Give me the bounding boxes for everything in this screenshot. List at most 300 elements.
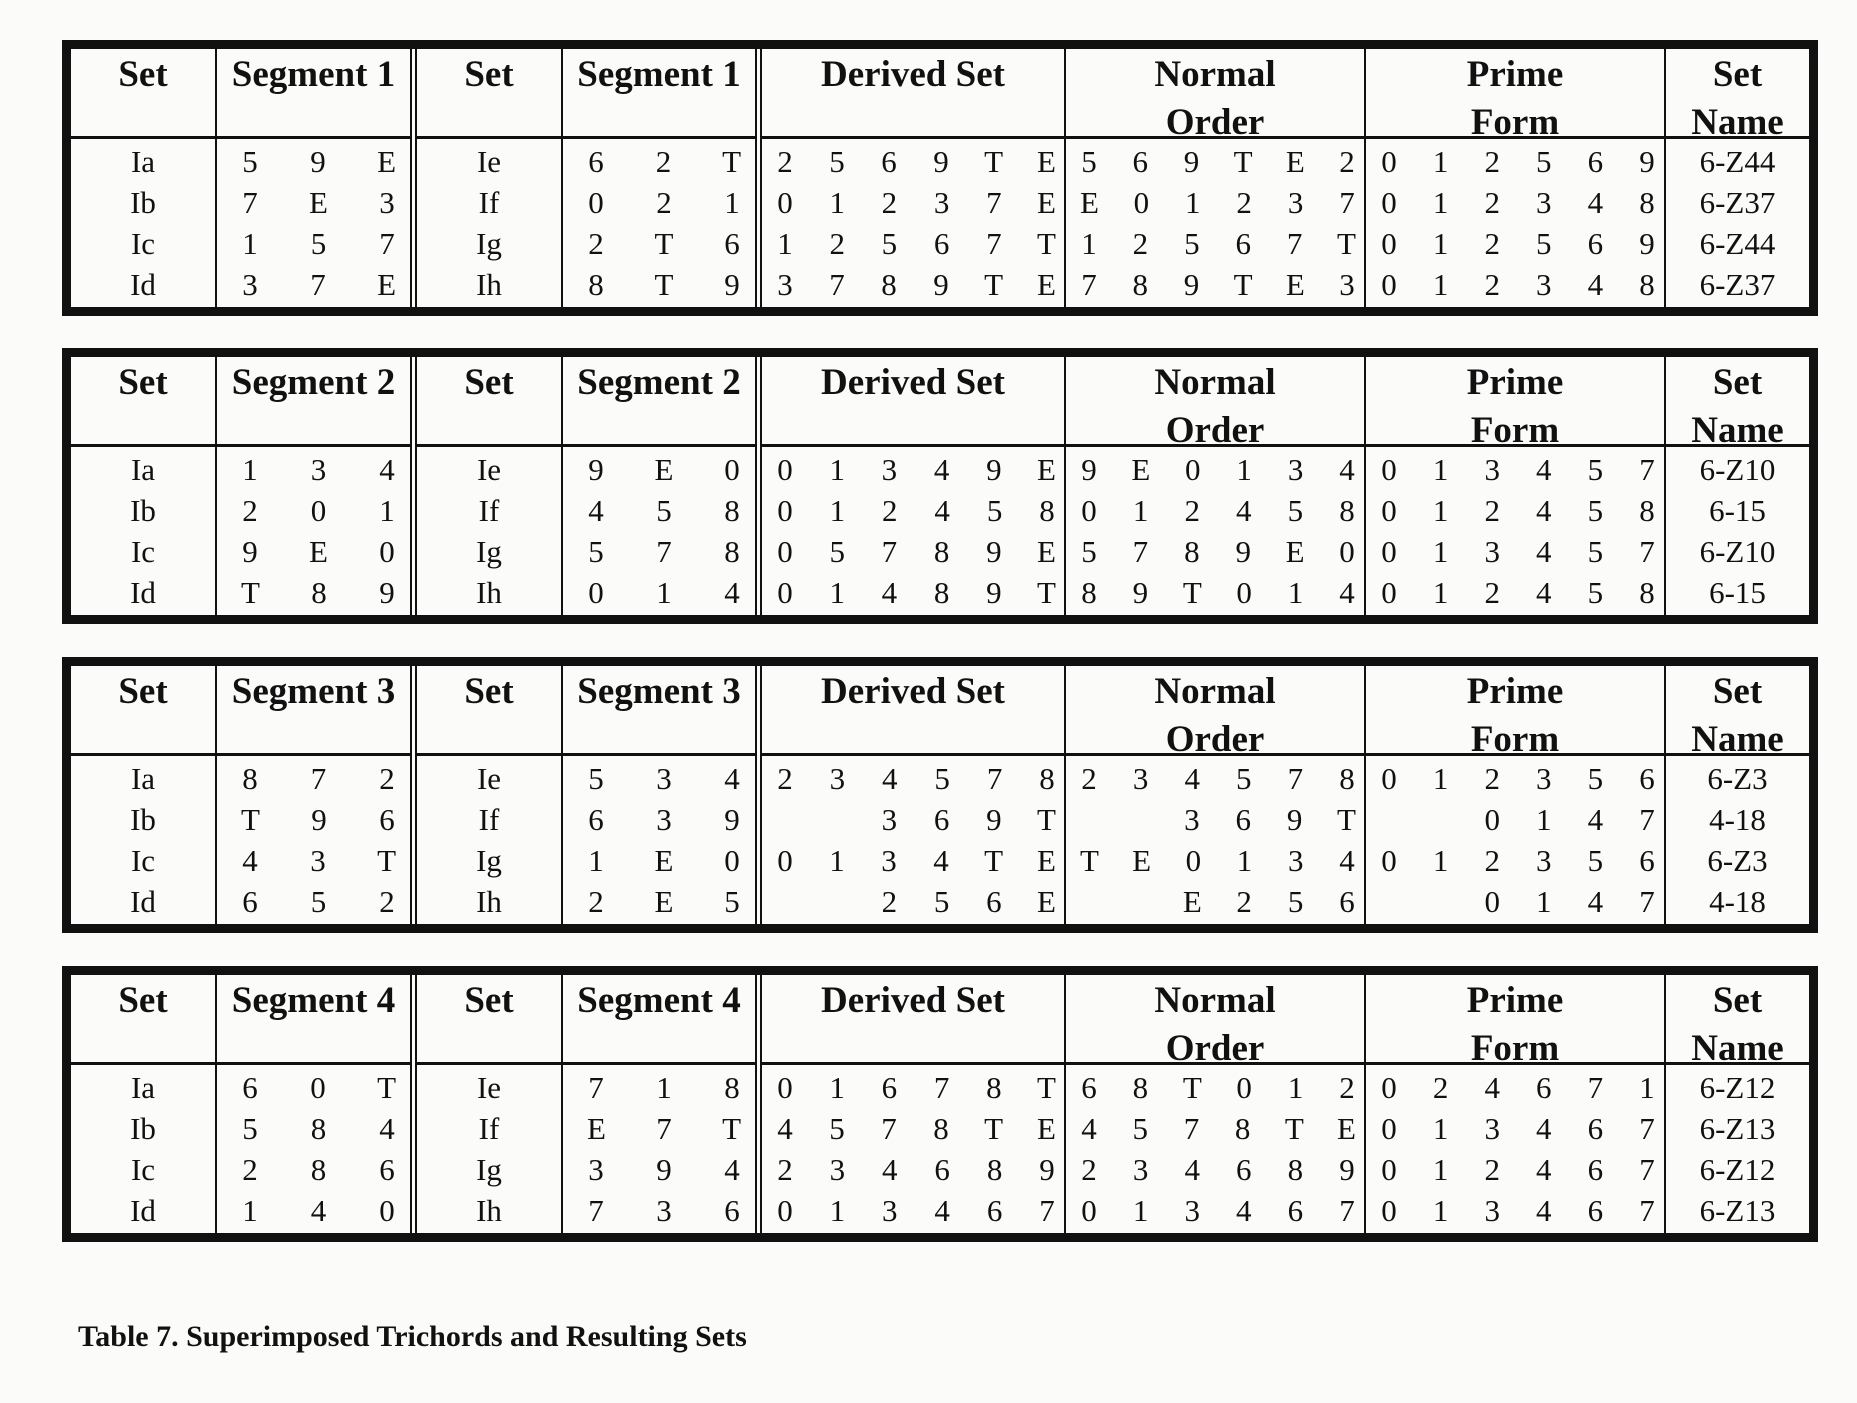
pitch-class: 8 [1234, 1110, 1251, 1146]
table-cell [217, 141, 410, 182]
set-label: Ie [476, 760, 502, 796]
pitch-class-list [762, 575, 1064, 611]
column-header [762, 49, 1064, 139]
set-label: Ig [476, 842, 502, 878]
pitch-class: 7 [881, 533, 898, 569]
pitch-class: 4 [933, 842, 949, 878]
pitch-class: T [1037, 1069, 1056, 1105]
set-label: Ig [476, 533, 502, 569]
column-header [1666, 357, 1809, 447]
pitch-class: T [241, 801, 260, 837]
table-cell [71, 758, 215, 799]
set-label: Ic [130, 842, 156, 878]
table-cell [1066, 1190, 1364, 1231]
table-cell [563, 264, 755, 305]
pitch-class: 4 [242, 842, 258, 878]
set-label: Ib [130, 801, 156, 837]
pitch-class: E [1131, 451, 1151, 487]
set-label: If [478, 492, 500, 528]
pitch-class-list [563, 267, 755, 303]
header-line: Order [1165, 102, 1265, 139]
pitch-class: 2 [1236, 883, 1252, 919]
table-cell [217, 1108, 410, 1149]
pitch-class-list [563, 1070, 755, 1106]
pitch-class: 4 [1536, 451, 1552, 487]
table-cell [417, 799, 561, 840]
pitch-class: 6 [588, 801, 604, 837]
pitch-class: 9 [1183, 143, 1200, 179]
table-cell [217, 223, 410, 264]
table-cell [1066, 758, 1364, 799]
column-name [1666, 666, 1809, 924]
set-label: Ih [476, 883, 502, 919]
pitch-class: 8 [1081, 574, 1097, 610]
table-cell [1666, 1149, 1809, 1190]
pitch-class-list [762, 802, 1064, 838]
pitch-class: 3 [1536, 184, 1552, 220]
table-cell [563, 1149, 755, 1190]
pitch-class: 0 [588, 184, 604, 220]
pitch-class: 2 [1484, 1151, 1500, 1187]
pitch-class: 7 [1339, 184, 1355, 220]
table-cell [217, 1190, 410, 1231]
set-table [62, 348, 1818, 624]
column-header [1666, 49, 1809, 139]
pitch-class: 2 [1081, 1151, 1097, 1187]
pitch-class: 4 [379, 1110, 395, 1146]
pitch-class: 6 [1236, 1151, 1252, 1187]
set-name: 6-15 [1709, 574, 1766, 610]
table-cell [217, 758, 410, 799]
pitch-class: E [587, 1110, 606, 1146]
pitch-class-list [563, 884, 755, 920]
pitch-class: T [377, 1069, 396, 1105]
header-line: Segment 1 [577, 54, 741, 95]
column-seg1 [217, 357, 417, 615]
pitch-class-list [762, 1193, 1064, 1229]
pitch-class: 0 [379, 533, 395, 569]
pitch-class-list [217, 761, 410, 797]
pitch-class-list [1366, 884, 1664, 920]
table-cell [1366, 840, 1664, 881]
pitch-class: 3 [656, 801, 672, 837]
column-header [217, 357, 410, 447]
pitch-class: 3 [1287, 184, 1304, 220]
pitch-class: E [1285, 266, 1305, 302]
pitch-class: 7 [1286, 225, 1303, 261]
pitch-class: 6 [724, 1192, 740, 1228]
pitch-class: 1 [1432, 760, 1449, 796]
pitch-class-list [1066, 144, 1364, 180]
pitch-class: T [1037, 574, 1056, 610]
header-line: Name [1691, 410, 1784, 447]
column-header [217, 666, 410, 756]
pitch-class: T [984, 143, 1003, 179]
pitch-class: 4 [588, 492, 604, 528]
pitch-class: 6 [1587, 1192, 1604, 1228]
pitch-class-list [1066, 1111, 1364, 1147]
pitch-class: 1 [1081, 225, 1097, 261]
header-line: Set [118, 362, 168, 403]
pitch-class-list [217, 843, 410, 879]
column-body [71, 1065, 215, 1233]
pitch-class: T [984, 842, 1003, 878]
pitch-class: 2 [1484, 492, 1500, 528]
pitch-class: 7 [656, 533, 672, 569]
column-header [563, 49, 755, 139]
pitch-class: 3 [881, 451, 898, 487]
pitch-class: 1 [1536, 801, 1552, 837]
column-derived [762, 975, 1066, 1233]
pitch-class: 1 [242, 225, 258, 261]
pitch-class: 2 [1484, 266, 1500, 302]
pitch-class: 5 [588, 533, 604, 569]
pitch-class: 7 [242, 184, 258, 220]
pitch-class: 9 [1183, 266, 1200, 302]
header-line: Segment 4 [577, 980, 741, 1021]
pitch-class: 6 [1132, 143, 1148, 179]
column-seg2 [563, 49, 762, 307]
table-cell [217, 1149, 410, 1190]
pitch-class: 0 [1236, 574, 1252, 610]
column-derived [762, 357, 1066, 615]
table-cell [71, 264, 215, 305]
table-cell [1066, 881, 1364, 922]
pitch-class: E [377, 143, 396, 179]
header-line: Form [1470, 102, 1560, 139]
pitch-class-list [1366, 761, 1664, 797]
table-cell [1366, 881, 1664, 922]
pitch-class: 6 [724, 225, 740, 261]
pitch-class-list [1366, 1193, 1664, 1229]
pitch-class: T [1337, 225, 1356, 261]
pitch-class-list [217, 802, 410, 838]
column-body [417, 756, 561, 924]
table-cell [1666, 840, 1809, 881]
table-cell [1666, 1108, 1809, 1149]
pitch-class: 5 [933, 883, 950, 919]
pitch-class: 2 [1339, 1069, 1355, 1105]
column-header [1066, 357, 1364, 447]
table-cell [1366, 1149, 1664, 1190]
pitch-class: 9 [1339, 1151, 1355, 1187]
pitch-class: 6 [934, 1151, 950, 1187]
column-normal [1066, 975, 1366, 1233]
header-line: Form [1470, 410, 1560, 447]
column-header [563, 666, 755, 756]
pitch-class: 7 [588, 1192, 604, 1228]
pitch-class: 7 [881, 1110, 897, 1146]
table-cell [1366, 223, 1664, 264]
pitch-class-list [1366, 267, 1664, 303]
set-label: Id [130, 883, 156, 919]
pitch-class: T [654, 225, 674, 261]
set-name: 6-Z10 [1699, 533, 1776, 569]
pitch-class: 0 [1381, 492, 1397, 528]
pitch-class: 1 [1432, 451, 1449, 487]
pitch-class: 1 [1432, 1110, 1449, 1146]
table-cell [71, 1108, 215, 1149]
header-line: Set [118, 671, 168, 712]
pitch-class: 2 [881, 883, 898, 919]
pitch-class: 4 [1587, 883, 1604, 919]
header-line: Derived Set [821, 54, 1005, 95]
table-cell [762, 1149, 1064, 1190]
pitch-class: 4 [1184, 760, 1200, 796]
pitch-class: 5 [1536, 225, 1552, 261]
pitch-class: 3 [1132, 1151, 1149, 1187]
pitch-class: 8 [986, 1151, 1003, 1187]
column-derived [762, 666, 1066, 924]
pitch-class-list [563, 226, 755, 262]
pitch-class: 0 [777, 1069, 793, 1105]
table-cell [1666, 799, 1809, 840]
table-cell [417, 1067, 561, 1108]
pitch-class-list [1366, 185, 1664, 221]
pitch-class: 5 [829, 533, 845, 569]
column-set2 [417, 49, 563, 307]
pitch-class: 5 [1132, 1110, 1148, 1146]
table-cell [1066, 1149, 1364, 1190]
table-cell [71, 182, 215, 223]
table-cell [762, 1067, 1064, 1108]
pitch-class [1432, 802, 1450, 838]
column-name [1666, 975, 1809, 1233]
pitch-class: 2 [379, 760, 395, 796]
table-cell [563, 182, 755, 223]
pitch-class: 0 [1484, 801, 1500, 837]
pitch-class: E [1037, 533, 1056, 569]
table-cell [1366, 490, 1664, 531]
pitch-class: 5 [986, 492, 1003, 528]
pitch-class: 4 [882, 1151, 898, 1187]
column-body [563, 1065, 755, 1233]
pitch-class: 2 [1484, 842, 1500, 878]
pitch-class: 0 [588, 574, 604, 610]
table-cell [417, 758, 561, 799]
pitch-class: 5 [1587, 574, 1604, 610]
pitch-class: 3 [1184, 801, 1200, 837]
pitch-class: 7 [1639, 883, 1655, 919]
table-cell [1066, 572, 1364, 613]
pitch-class: T [1233, 266, 1253, 302]
pitch-class: 4 [1236, 1192, 1252, 1228]
pitch-class: 5 [588, 760, 604, 796]
pitch-class: E [1285, 143, 1305, 179]
pitch-class: 1 [829, 451, 845, 487]
pitch-class: 0 [1381, 1110, 1397, 1146]
pitch-class: T [1284, 1110, 1304, 1146]
pitch-class: 2 [1484, 184, 1500, 220]
column-body [1666, 139, 1809, 307]
pitch-class: 5 [242, 1110, 258, 1146]
pitch-class: 1 [829, 842, 845, 878]
column-header [1666, 666, 1809, 756]
pitch-class [776, 802, 794, 838]
pitch-class: 9 [724, 801, 740, 837]
column-set2 [417, 357, 563, 615]
pitch-class: 6 [986, 1192, 1003, 1228]
pitch-class: T [1037, 225, 1056, 261]
pitch-class: 8 [1639, 574, 1655, 610]
column-body [762, 139, 1064, 307]
pitch-class: 7 [588, 1069, 604, 1105]
column-seg1 [217, 666, 417, 924]
pitch-class-list [217, 226, 410, 262]
pitch-class: E [1037, 184, 1056, 220]
pitch-class: 1 [829, 1069, 845, 1105]
pitch-class: E [1037, 451, 1056, 487]
column-body [1666, 447, 1809, 615]
table-cell [71, 799, 215, 840]
pitch-class: 6 [1536, 1069, 1552, 1105]
pitch-class: 5 [1184, 225, 1200, 261]
table-cell [1666, 449, 1809, 490]
pitch-class: 5 [1081, 143, 1097, 179]
pitch-class-list [762, 144, 1064, 180]
pitch-class: 2 [656, 184, 672, 220]
pitch-class: 8 [1639, 184, 1655, 220]
column-seg2 [563, 357, 762, 615]
pitch-class: 5 [310, 883, 327, 919]
header-line: Normal [1154, 980, 1276, 1021]
pitch-class [1080, 884, 1098, 920]
pitch-class: 6 [379, 801, 395, 837]
pitch-class: 2 [829, 225, 845, 261]
table-cell [1666, 490, 1809, 531]
pitch-class-list [762, 761, 1064, 797]
pitch-class: 8 [933, 533, 950, 569]
pitch-class [1131, 884, 1149, 920]
column-body [1066, 756, 1364, 924]
pitch-class: 2 [1081, 760, 1097, 796]
table-cell [217, 490, 410, 531]
pitch-class: 9 [310, 143, 326, 179]
pitch-class: 0 [1381, 225, 1397, 261]
pitch-class: 8 [242, 760, 258, 796]
header-line: Segment 2 [577, 362, 741, 403]
pitch-class: 2 [379, 883, 395, 919]
pitch-class: 9 [311, 801, 327, 837]
pitch-class: 4 [1484, 1069, 1500, 1105]
pitch-class: 6 [1235, 801, 1251, 837]
pitch-class: 5 [829, 143, 845, 179]
pitch-class-list [217, 534, 410, 570]
pitch-class: 4 [882, 760, 898, 796]
pitch-class: T [1233, 143, 1253, 179]
pitch-class: 3 [1288, 842, 1304, 878]
set-label: Ie [476, 143, 502, 179]
column-header [1366, 975, 1664, 1065]
pitch-class: E [1037, 143, 1056, 179]
pitch-class: 4 [1587, 801, 1604, 837]
pitch-class: 0 [1185, 842, 1202, 878]
pitch-class-list [762, 1070, 1064, 1106]
set-label: Ih [476, 1192, 502, 1228]
pitch-class: 2 [777, 1151, 793, 1187]
pitch-class-list [762, 884, 1064, 920]
pitch-class: 3 [881, 801, 898, 837]
table-cell [417, 490, 561, 531]
pitch-class: 8 [881, 266, 897, 302]
column-name [1666, 357, 1809, 615]
pitch-class: 8 [724, 492, 740, 528]
table-cell [563, 141, 755, 182]
column-body [1066, 1065, 1364, 1233]
column-seg2 [563, 975, 762, 1233]
pitch-class: 0 [777, 574, 793, 610]
pitch-class: 5 [724, 883, 740, 919]
pitch-class: 4 [1536, 1110, 1552, 1146]
pitch-class-list [563, 493, 755, 529]
header-line: Prime [1466, 54, 1564, 95]
pitch-class: 7 [656, 1110, 672, 1146]
pitch-class: 4 [933, 451, 950, 487]
table-cell [417, 531, 561, 572]
column-body [762, 447, 1064, 615]
table-cell [563, 490, 755, 531]
pitch-class: 7 [829, 266, 845, 302]
column-normal [1066, 666, 1366, 924]
pitch-class: 9 [1132, 574, 1149, 610]
pitch-class-list [217, 493, 410, 529]
table-cell [1066, 264, 1364, 305]
column-header [417, 666, 561, 756]
pitch-class: 5 [1587, 842, 1604, 878]
column-prime [1366, 975, 1666, 1233]
column-set1 [71, 666, 217, 924]
table-cell [1666, 758, 1809, 799]
pitch-class: 9 [1039, 1151, 1055, 1187]
column-body [71, 139, 215, 307]
table-cell [563, 881, 755, 922]
pitch-class: 1 [1432, 492, 1449, 528]
table-cell [217, 264, 410, 305]
pitch-class-list [1066, 493, 1364, 529]
set-label: Ic [130, 533, 156, 569]
pitch-class-list [563, 575, 755, 611]
table-cell [762, 490, 1064, 531]
set-label: Ia [130, 760, 156, 796]
pitch-class: 3 [1132, 760, 1149, 796]
pitch-class: 3 [588, 1151, 604, 1187]
pitch-class: E [1037, 883, 1056, 919]
pitch-class: T [1182, 574, 1202, 610]
pitch-class: 7 [1587, 1069, 1604, 1105]
pitch-class: T [722, 143, 741, 179]
table-cell [1366, 1190, 1664, 1231]
column-header [762, 357, 1064, 447]
pitch-class: 4 [881, 574, 898, 610]
pitch-class: 9 [379, 574, 395, 610]
table-cell [217, 799, 410, 840]
table-cell [417, 264, 561, 305]
column-prime [1366, 666, 1666, 924]
pitch-class: 3 [656, 760, 672, 796]
column-header [1666, 975, 1809, 1065]
pitch-class: 0 [777, 492, 793, 528]
pitch-class: 4 [1536, 1151, 1552, 1187]
column-body [1066, 447, 1364, 615]
pitch-class-list [762, 226, 1064, 262]
table-cell [1666, 223, 1809, 264]
column-body [217, 1065, 410, 1233]
pitch-class: 0 [1381, 1069, 1397, 1105]
table-cell [1366, 799, 1664, 840]
pitch-class: 4 [724, 574, 740, 610]
table-cell [71, 1067, 215, 1108]
pitch-class: T [984, 266, 1003, 302]
